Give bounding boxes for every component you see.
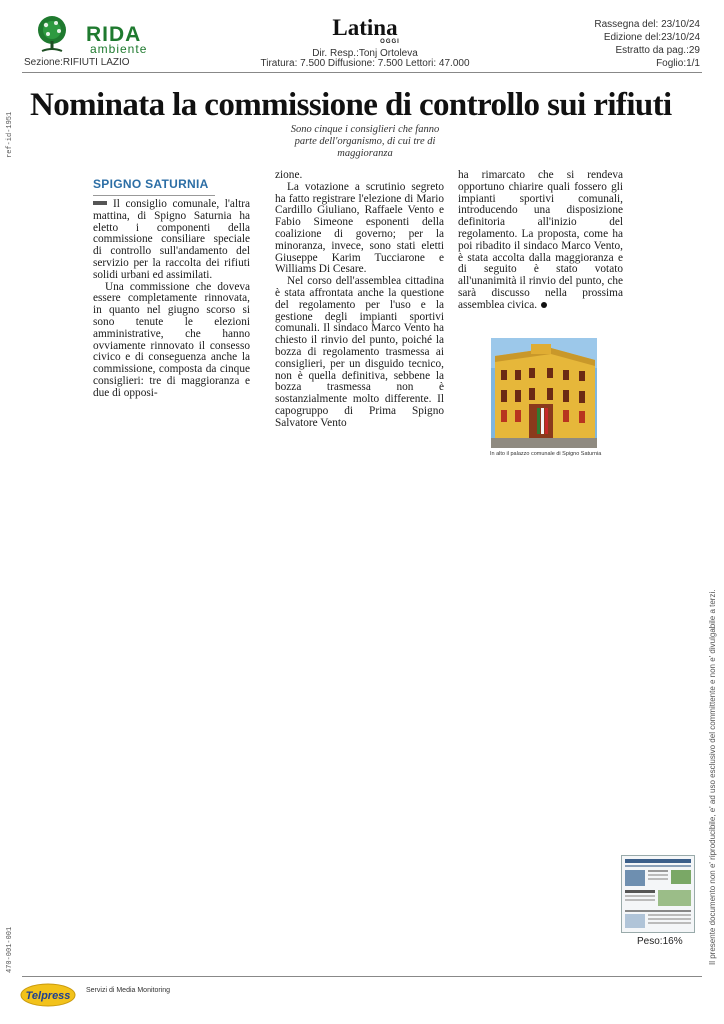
article-kicker: SPIGNO SATURNIA [93,177,209,191]
publication-sub: OGGI [380,39,400,45]
lead-bar-icon [93,201,107,205]
circulation-stats: Tiratura: 7.500 Diffusione: 7.500 Lettori: 47.000 [260,58,470,69]
article-column-3 [458,170,623,312]
section-label: Sezione:RIFIUTI LAZIO [24,57,130,68]
end-mark-icon [541,302,547,308]
review-metadata [594,18,700,70]
paragraph: Nel corso dell'assemblea cittadina è stata affrontata anche la questione del regolamento per l'uso e la gestione degli impianti sportivi comunali. Il sindaco Marco Vento ha chiesto il rinvio del punto, poiché la bozza di regolamento trasmessa ai consiglieri, per un disguido tecnico, non è quella definitiva, sebbene la bozza trasmessa non è sostanzialmente molto differente. Il capogruppo di Prima Spigno Salvatore Vento [275,275,444,429]
article-headline: Nominata la commissione di controllo sui rifiuti [30,87,672,123]
telpress-logo-text: Telpress [25,990,71,1002]
photo-caption: In alto il palazzo comunale di Spigno Saturnia [490,451,602,457]
publication-name: Latina [332,15,398,40]
paragraph: zione. [275,169,303,181]
peso-label: Peso:16% [637,936,683,947]
paragraph-text: ha rimarcato che si rendeva opportuno chiarire quali fossero gli impianti sportivi comunali, introducendo una disposizione definitoria all'inizio del regolamento. La proposta, come ha poi ribadito il sindaco Marco Vento, è stata accolta dalla maggioranza e di seguito è stato votato all'unanimità il rinvio del punto, che sarà discusso nella prossima assemblea civica. [458,169,623,311]
paragraph: La votazione a scrutinio segreto ha fatto registrare l'elezione di Mario Cardillo Giuliano, Raffaele Vento e Fabio Simeone esponenti della coalizione di governo; per la minoranza, invece, sono stati eletti Giuseppe Karim Tucciarone e Williams Di Cesare. [275,180,444,276]
side-code-bottom: 470-001-001 [6,926,14,973]
rida-tree-logo-icon [34,14,70,54]
estratto-page: Estratto da pag.:29 [615,45,700,56]
page-thumbnail [621,855,695,933]
footer-tagline: Servizi di Media Monitoring [86,987,171,994]
paragraph [93,199,250,282]
side-code-top: ref-id-1951 [6,111,14,158]
article-subhead: Sono cinque i consiglieri che fanno parte dell'organismo, di cui tre di maggioranza [290,124,440,159]
paragraph [458,170,623,312]
foglio: Foglio:1/1 [656,58,700,69]
copyright-disclaimer: Il presente documento non e' riproducibile, e' ad uso esclusivo del committente e non e' divulgabile a terzi. [708,589,717,965]
town-hall-photo [491,338,597,448]
publication-block [250,15,480,59]
brand-sub: ambiente [90,42,148,56]
article-column-2 [275,170,444,430]
kicker-block [93,175,215,196]
footer-divider [22,976,702,977]
rassegna-date: Rassegna del: 23/10/24 [594,19,700,30]
rida-brand [86,24,147,55]
paragraph: Una commissione che doveva essere completamente rinnovata, in quanto nel giugno scorso si sono tenute le elezioni amministrative, che hanno ovviamente rinnovato il consesso civico e di conseguenza anche la commissione, composta da cinque consiglieri: tre di maggioranza e due di opposi- [93,280,250,399]
director-line: Dir. Resp.:Tonj Ortoleva [312,48,418,59]
article-column-1 [93,199,250,400]
edizione-date: Edizione del:23/10/24 [603,32,700,43]
header-divider [22,72,702,73]
telpress-logo-icon [20,983,76,1007]
brand-name: RIDA [86,23,142,46]
paragraph-text: Il consiglio comunale, l'altra mattina, di Spigno Saturnia ha eletto i componenti della commissione consiliare speciale di controllo sull'andamento del servizio per la raccolta dei rifiuti solidi urbani ed assimilati. [93,198,250,281]
